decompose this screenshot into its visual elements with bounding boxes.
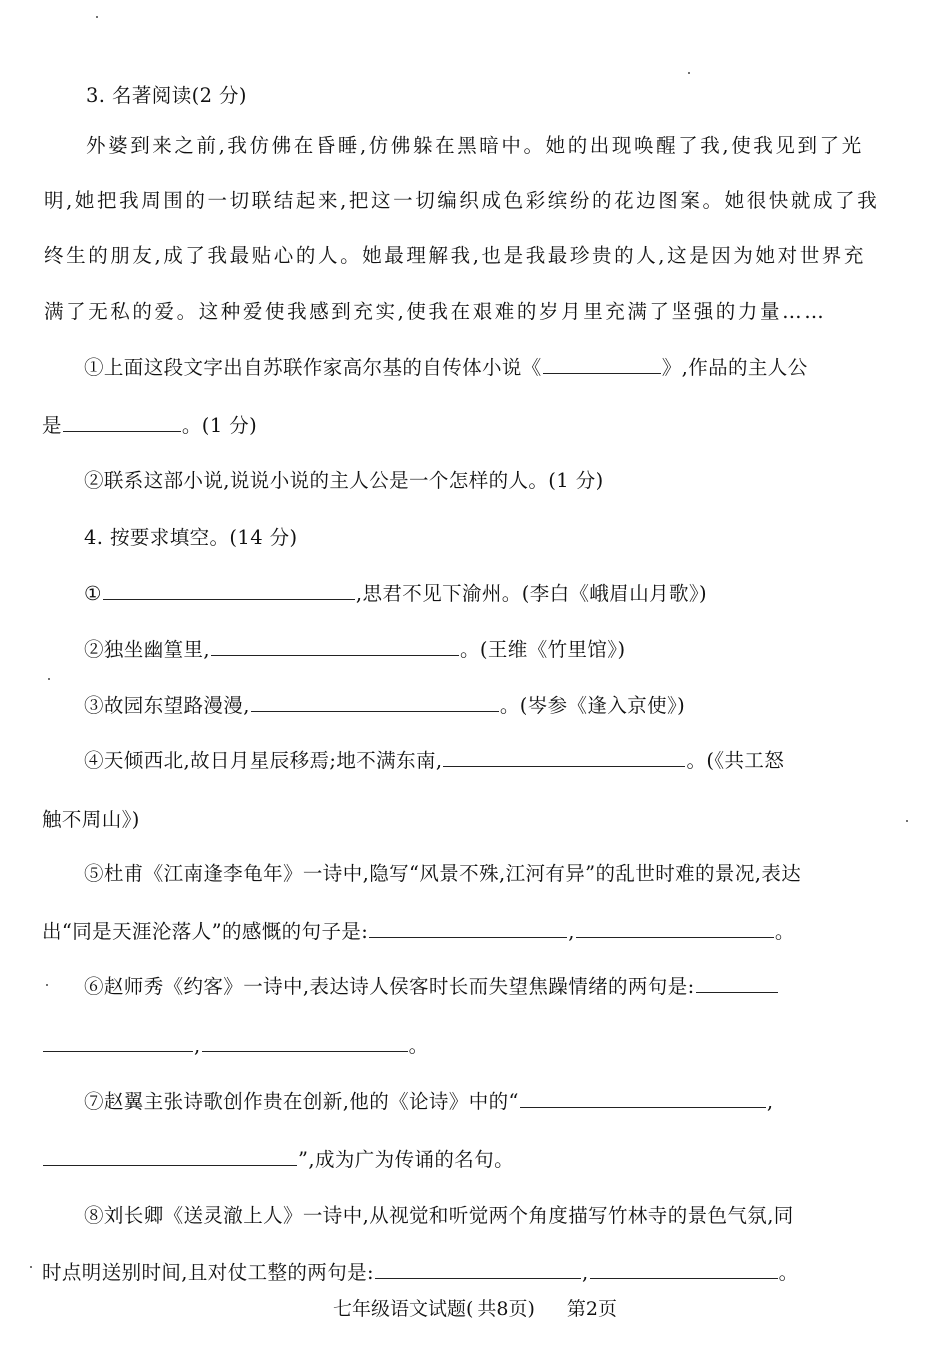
q4-item-3-text-b: 。(岑参《逢入京使》)	[499, 694, 686, 717]
q3-passage-line-1: 外婆到来之前,我仿佛在昏睡,仿佛躲在黑暗中。她的出现唤醒了我,使我见到了光	[86, 134, 864, 157]
q3-sub1-text-d: 。(1 分)	[181, 414, 258, 437]
q4-item-8-text-b: 时点明送别时间,且对仗工整的两句是:	[42, 1261, 374, 1284]
q4-item-1-num: ①	[84, 582, 102, 605]
q4-item-7-line-1	[84, 1088, 773, 1116]
q4-item-6-line-2	[42, 1032, 429, 1060]
q3-heading: 3. 名著阅读(2 分)	[86, 84, 247, 107]
q4-item-8-period: 。	[778, 1261, 799, 1284]
q3-passage-line-3: 终生的朋友,成了我最贴心的人。她最理解我,也是我最珍贵的人,这是因为她对世界充	[44, 244, 866, 267]
q4-item-6-blank-2[interactable]	[202, 1033, 408, 1052]
q4-item-4-line-1	[84, 747, 784, 775]
q4-item-5-blank-1[interactable]	[369, 919, 567, 938]
q4-item-2-blank[interactable]	[211, 637, 459, 656]
q4-item-4-text-b: 。(《共工怒	[686, 749, 785, 772]
q4-item-5-text-b: 出“同是天涯沦落人”的感慨的句子是:	[42, 920, 369, 943]
q4-item-6-blank-1b[interactable]	[43, 1033, 193, 1052]
q4-item-6-line-1	[84, 973, 779, 1001]
q4-item-8-line-2	[42, 1259, 798, 1287]
q4-item-6-comma: ,	[194, 1034, 201, 1057]
page-footer	[0, 1296, 950, 1322]
novel-title-blank[interactable]	[543, 355, 661, 374]
q4-heading: 4. 按要求填空。(14 分)	[84, 526, 298, 549]
q4-item-8-comma: ,	[581, 1261, 589, 1284]
q4-item-7-blank-1[interactable]	[520, 1089, 766, 1108]
q4-item-6-period: 。	[408, 1034, 429, 1057]
q4-item-3-blank[interactable]	[251, 693, 499, 712]
q3-sub1-text-c: 是	[42, 414, 62, 437]
q4-item-7-text-b: ”,成为广为传诵的名句。	[298, 1148, 514, 1171]
q4-item-2-text-a: ②独坐幽篁里,	[84, 638, 210, 661]
scan-speck	[906, 820, 908, 822]
q4-item-8-line-1: ⑧刘长卿《送灵澈上人》一诗中,从视觉和听觉两个角度描写竹林寺的景色气氛,同	[84, 1204, 794, 1227]
footer-total-pages: 共8页)	[477, 1298, 535, 1320]
q4-item-5-comma: ,	[568, 920, 575, 943]
q4-item-7-line-2	[42, 1146, 514, 1174]
q4-item-5-line-1: ⑤杜甫《江南逢李龟年》一诗中,隐写“风景不殊,江河有异”的乱世时难的景况,表达	[84, 862, 802, 885]
scan-speck	[48, 678, 50, 680]
q4-item-2	[84, 636, 625, 664]
scan-speck	[96, 16, 98, 18]
footer-exam-title: 七年级语文试题(	[332, 1298, 474, 1320]
scan-speck	[30, 1266, 32, 1268]
q4-item-4-line-2: 触不周山》)	[42, 808, 140, 831]
q4-item-1	[84, 580, 707, 608]
q3-sub1-text-a: ①上面这段文字出自苏联作家高尔基的自传体小说《	[84, 356, 542, 379]
q4-item-5-line-2	[42, 918, 795, 946]
q3-sub1-line-1	[84, 354, 808, 382]
q4-item-5-period: 。	[774, 920, 795, 943]
footer-page-number: 第2页	[566, 1298, 618, 1320]
q4-item-4-blank[interactable]	[443, 748, 685, 767]
q4-item-8-blank-2[interactable]	[590, 1260, 778, 1279]
q4-item-6-text-a: ⑥赵师秀《约客》一诗中,表达诗人侯客时长而失望焦躁情绪的两句是:	[84, 975, 695, 998]
q4-item-6-blank-1a[interactable]	[696, 974, 778, 993]
q4-item-3	[84, 692, 685, 720]
scan-speck	[688, 72, 690, 74]
q4-item-7-comma: ,	[766, 1090, 774, 1113]
q4-item-1-text: ,思君不见下渝州。(李白《峨眉山月歌》)	[355, 582, 708, 605]
q3-passage-line-4: 满了无私的爱。这种爱使我感到充实,使我在艰难的岁月里充满了坚强的力量……	[44, 300, 827, 323]
q3-sub1-line-2	[42, 412, 257, 440]
q4-item-5-blank-2[interactable]	[576, 919, 774, 938]
q4-item-1-blank[interactable]	[103, 581, 355, 600]
q3-sub2: ②联系这部小说,说说小说的主人公是一个怎样的人。(1 分)	[84, 469, 604, 492]
q4-item-7-text-a: ⑦赵翼主张诗歌创作贵在创新,他的《论诗》中的“	[84, 1090, 519, 1113]
q4-item-2-text-b: 。(王维《竹里馆》)	[460, 638, 626, 661]
scan-speck	[46, 984, 48, 986]
q4-item-8-blank-1[interactable]	[375, 1260, 581, 1279]
q4-item-7-blank-2[interactable]	[43, 1147, 297, 1166]
q4-item-3-text-a: ③故园东望路漫漫,	[84, 694, 250, 717]
q4-item-4-text-a: ④天倾西北,故日月星辰移焉;地不满东南,	[84, 749, 443, 772]
q3-passage-line-2: 明,她把我周围的一切联结起来,把这一切编织成色彩缤纷的花边图案。她很快就成了我	[44, 189, 880, 212]
protagonist-blank[interactable]	[63, 413, 181, 432]
q3-sub1-text-b: 》,作品的主人公	[661, 356, 808, 379]
